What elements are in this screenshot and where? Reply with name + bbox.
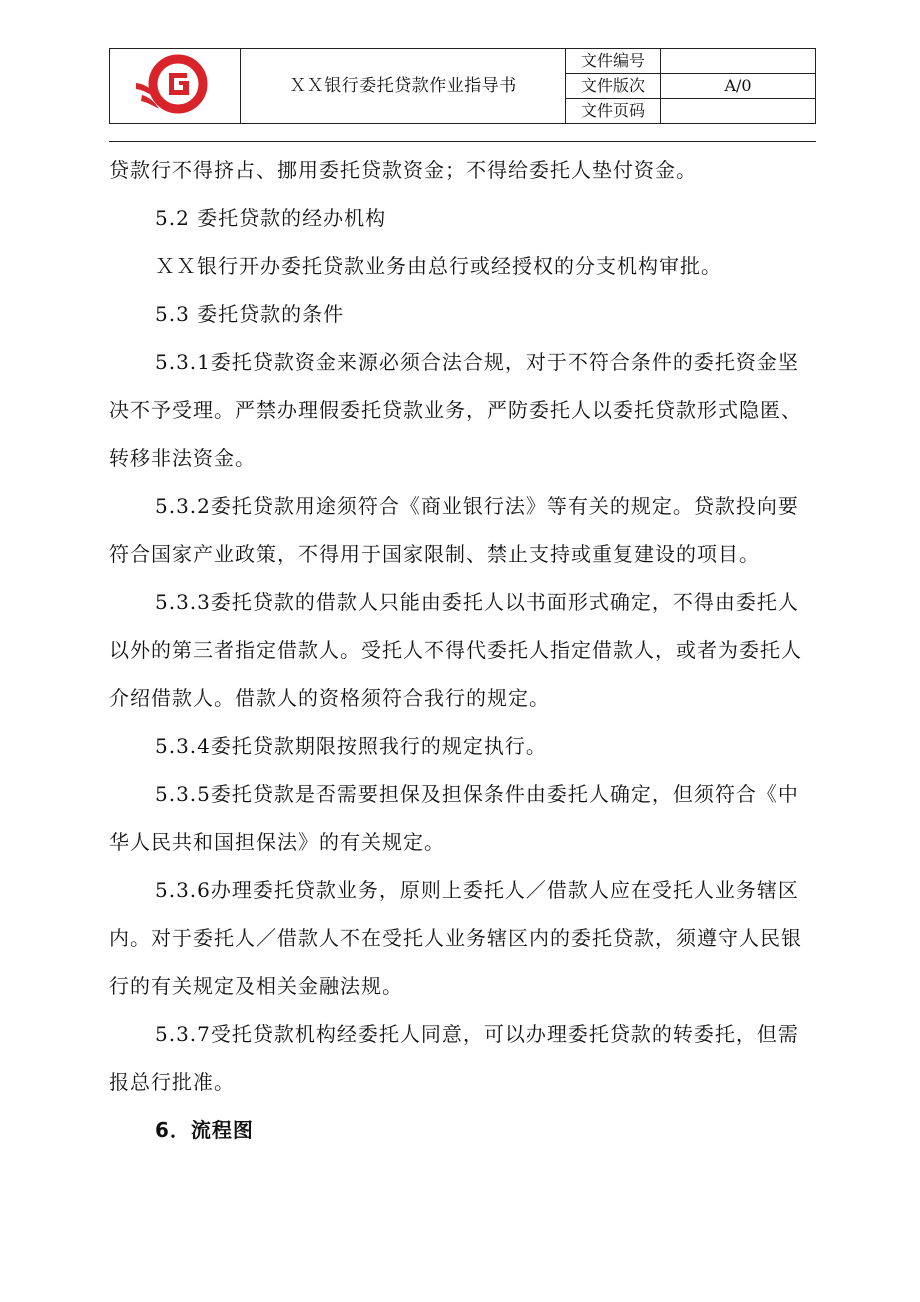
logo-cell [110, 49, 241, 124]
bank-logo-icon [133, 51, 217, 119]
file-number-value [661, 49, 816, 74]
paragraph-1: 贷款行不得挤占、挪用委托贷款资金；不得给委托人垫付资金。 [109, 158, 697, 182]
file-page-label: 文件页码 [566, 99, 661, 124]
document-header [109, 48, 816, 124]
header-divider [109, 141, 816, 142]
paragraph-5-2: ＸＸ银行开办委托贷款业务由总行或经授权的分支机构审批。 [155, 254, 722, 278]
paragraph-5-3-3: 5.3.3委托贷款的借款人只能由委托人以书面形式确定，不得由委托人以外的第三者指定借款人。受托人不得代委托人指定借款人，或者为委托人介绍借款人。借款人的资格须符合我行的规定。 [109, 590, 802, 710]
file-page-value [661, 99, 816, 124]
section-heading-5-3: 5.3 委托贷款的条件 [155, 302, 345, 326]
section-heading-5-2: 5.2 委托贷款的经办机构 [155, 206, 387, 230]
file-version-value: A/0 [661, 74, 816, 99]
paragraph-5-3-5: 5.3.5委托贷款是否需要担保及担保条件由委托人确定，但须符合《中华人民共和国担保法》的有关规定。 [109, 782, 799, 854]
paragraph-5-3-4: 5.3.4委托贷款期限按照我行的规定执行。 [155, 734, 547, 758]
paragraph-5-3-1: 5.3.1委托贷款资金来源必须合法合规，对于不符合条件的委托资金坚决不予受理。严禁办理假委托贷款业务，严防委托人以委托贷款形式隐匿、转移非法资金。 [109, 350, 802, 470]
paragraph-5-3-7: 5.3.7受托贷款机构经委托人同意，可以办理委托贷款的转委托，但需报总行批准。 [109, 1022, 799, 1094]
file-number-label: 文件编号 [566, 49, 661, 74]
document-body [109, 146, 815, 1154]
file-version-label: 文件版次 [566, 74, 661, 99]
paragraph-5-3-6: 5.3.6办理委托贷款业务，原则上委托人／借款人应在受托人业务辖区内。对于委托人／借款人不在受托人业务辖区内的委托贷款，须遵守人民银行的有关规定及相关金融法规。 [109, 878, 802, 998]
paragraph-5-3-2: 5.3.2委托贷款用途须符合《商业银行法》等有关的规定。贷款投向要符合国家产业政策，不得用于国家限制、禁止支持或重复建设的项目。 [109, 494, 799, 566]
document-title: ＸＸ银行委托贷款作业指导书 [241, 49, 566, 124]
section-heading-6: 6．流程图 [155, 1118, 254, 1142]
